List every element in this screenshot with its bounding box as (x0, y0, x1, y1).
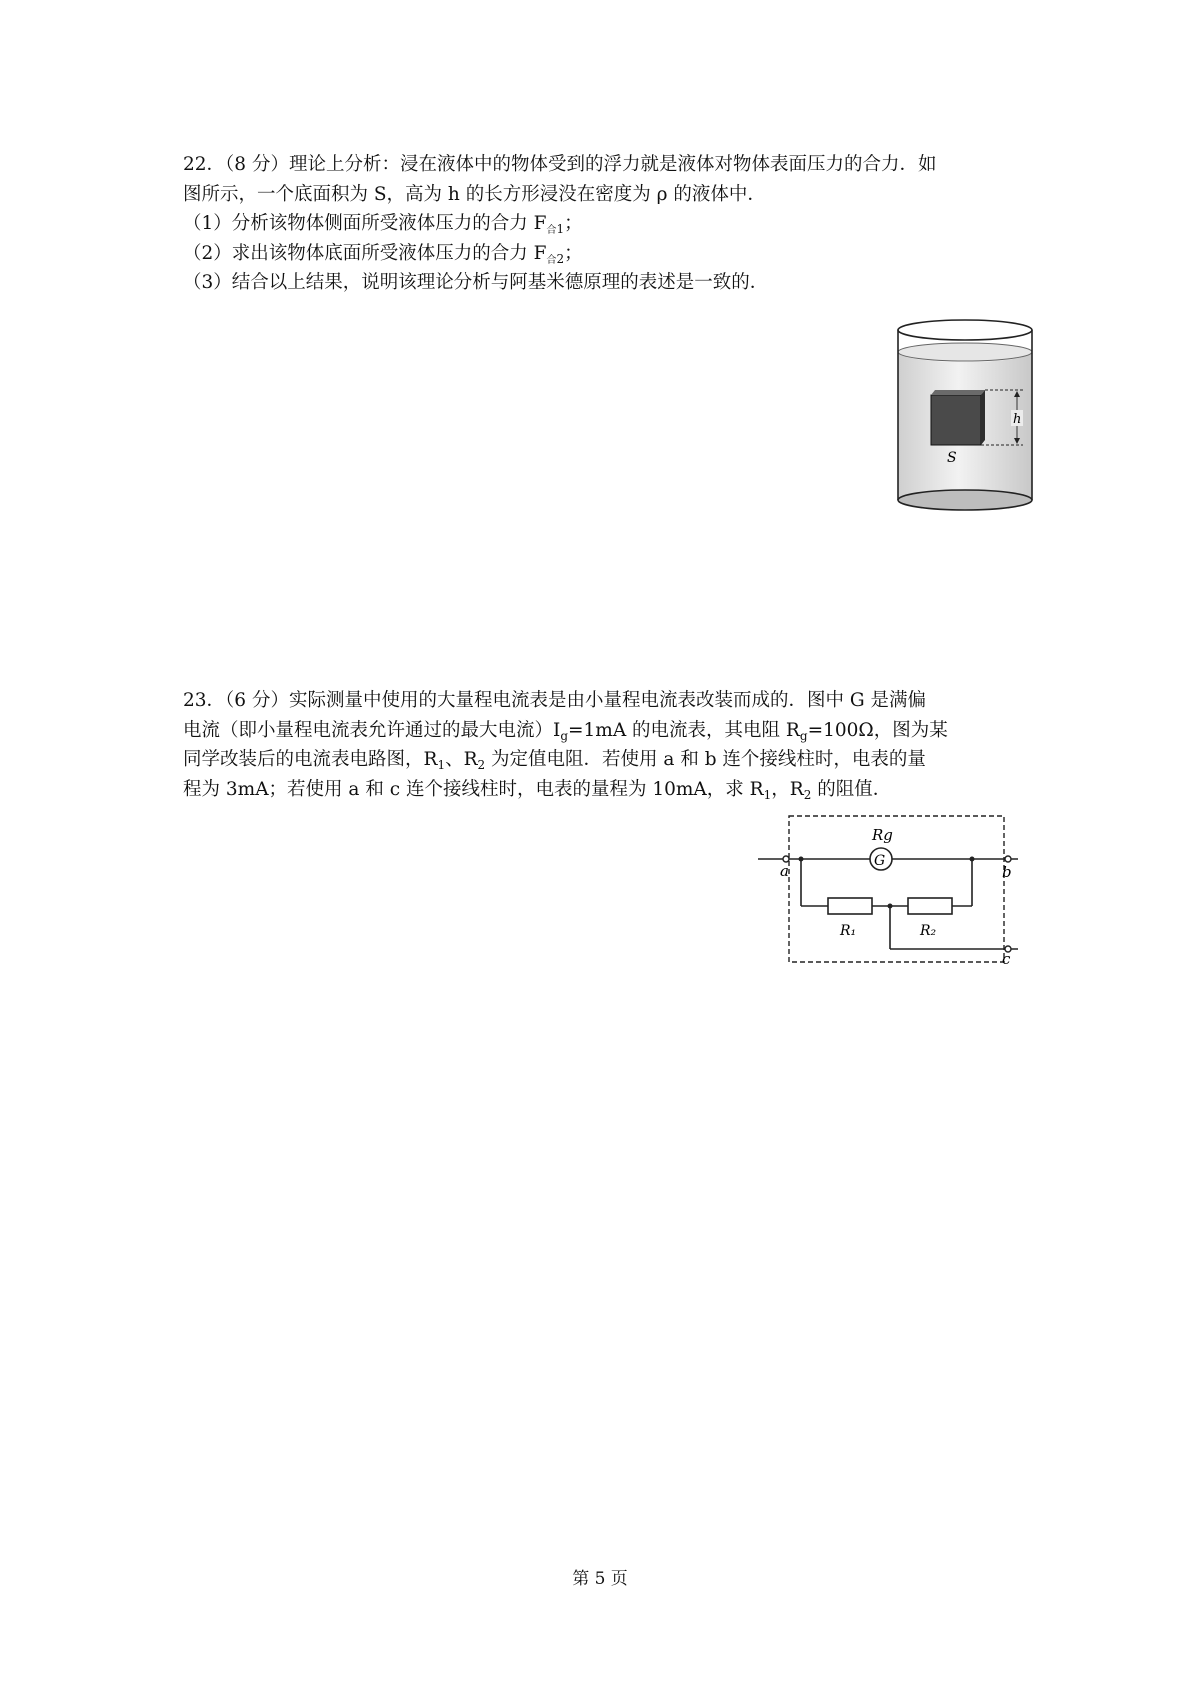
liquid-surface (898, 343, 1032, 361)
block-side-face (981, 390, 985, 445)
q23-line-4: 程为 3mA；若使用 a 和 c 连个接线柱时，电表的量程为 10mA，求 $R_1$，$R_2$ 的阻值． (183, 778, 892, 802)
label-h: h (1013, 412, 1022, 427)
q23-line-1: 23．（6 分）实际测量中使用的大量程电流表是由小量程电流表改装而成的．图中 G 是满偏 (183, 690, 926, 711)
label-c: c (1002, 950, 1011, 968)
label-g: G (874, 853, 886, 869)
circuit-diagram (750, 810, 1040, 970)
question-23 (183, 686, 1033, 804)
label-rg: Rg (872, 826, 893, 844)
q23-line-2: 电流（即小量程电流表允许通过的最大电流）$I_g=1mA$ 的电流表，其电阻 $R_g=100\Omega$，图为某 (183, 719, 948, 743)
q22-item-3: （3）结合以上结果，说明该理论分析与阿基米德原理的表述是一致的． (183, 272, 769, 293)
circuit-figure (750, 810, 1040, 974)
label-a: a (780, 862, 789, 880)
label-r1: R₁ (840, 923, 857, 939)
q22-line-1: 22．（8 分）理论上分析：浸在液体中的物体受到的浮力就是液体对物体表面压力的合力．如 (183, 154, 937, 175)
label-r2: R₂ (920, 923, 937, 939)
q22-line-2: 图所示，一个底面积为 S，高为 h 的长方形浸没在密度为 ρ 的液体中． (183, 183, 766, 205)
node-right (970, 857, 975, 862)
page-number: 第 5 页 (572, 1569, 628, 1589)
terminal-b (1005, 856, 1011, 862)
resistor-r1 (828, 898, 872, 914)
beaker-rim (898, 320, 1032, 340)
beaker-figure (895, 318, 1045, 522)
q22-item-2: （2）求出该物体底面所受液体压力的合力 $F_{合2}$； (183, 242, 583, 266)
resistor-r2 (908, 898, 952, 914)
submerged-block (931, 395, 981, 445)
label-b: b (1002, 863, 1012, 881)
question-22 (183, 150, 1033, 298)
label-s: S (947, 450, 957, 466)
block-top-face (931, 390, 985, 395)
q22-item-1: （1）分析该物体侧面所受液体压力的合力 $F_{合1}$； (183, 213, 583, 236)
beaker-bottom (898, 490, 1032, 510)
beaker-diagram (895, 318, 1045, 518)
q23-line-3: 同学改装后的电流表电路图，$R_1$、$R_2$ 为定值电阻．若使用 a 和 b 连个接线柱时，电表的量 (183, 749, 926, 772)
